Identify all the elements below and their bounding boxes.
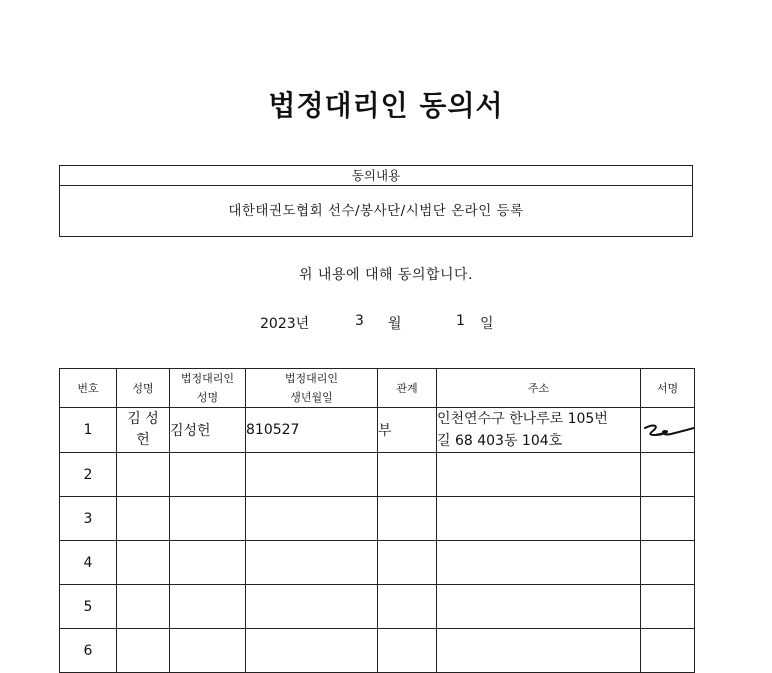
date-day: 1 <box>456 313 465 329</box>
consent-body: 대한태권도협회 선수/봉사단/시범단 온라인 등록 <box>228 203 524 219</box>
cell-name <box>117 497 170 541</box>
cell-name <box>117 629 170 673</box>
cell-signature <box>641 629 695 673</box>
header-guardian-name: 법정대리인 성명 <box>170 369 246 408</box>
cell-relation <box>378 629 437 673</box>
cell-name <box>117 541 170 585</box>
table-header-row <box>60 369 695 408</box>
header-relation: 관계 <box>378 369 437 408</box>
date-month-unit: 월 <box>388 316 402 332</box>
consent-header: 동의내용 <box>60 166 692 186</box>
table-row <box>60 453 695 497</box>
cell-guardian-birth: 810527 <box>246 408 378 453</box>
header-no: 번호 <box>60 369 117 408</box>
cell-address <box>437 497 641 541</box>
cell-relation <box>378 585 437 629</box>
header-signature: 서명 <box>641 369 695 408</box>
cell-guardian-name <box>170 497 246 541</box>
cell-signature <box>641 541 695 585</box>
header-address: 주소 <box>437 369 641 408</box>
consent-box <box>59 165 693 237</box>
cell-address <box>437 453 641 497</box>
cell-guardian-name <box>170 453 246 497</box>
date-day-unit: 일 <box>480 316 494 332</box>
cell-relation <box>378 497 437 541</box>
cell-no: 6 <box>60 629 117 673</box>
cell-address <box>437 541 641 585</box>
table-row <box>60 585 695 629</box>
table-row <box>60 629 695 673</box>
cell-address: 인천연수구 한나루로 105번 길 68 403동 104호 <box>437 408 641 453</box>
header-name: 성명 <box>117 369 170 408</box>
cell-signature <box>641 408 695 453</box>
cell-guardian-birth <box>246 585 378 629</box>
agreement-statement: 위 내용에 대해 동의합니다. <box>298 267 474 283</box>
cell-signature <box>641 497 695 541</box>
header-guardian-birth: 법정대리인 생년월일 <box>246 369 378 408</box>
cell-address <box>437 585 641 629</box>
cell-relation: 부 <box>378 408 437 453</box>
date-year: 2023년 <box>260 316 310 332</box>
cell-no: 5 <box>60 585 117 629</box>
cell-name <box>117 585 170 629</box>
cell-no: 4 <box>60 541 117 585</box>
cell-guardian-birth <box>246 497 378 541</box>
cell-no: 1 <box>60 408 117 453</box>
cell-guardian-name <box>170 585 246 629</box>
cell-relation <box>378 453 437 497</box>
table-row <box>60 497 695 541</box>
cell-guardian-name <box>170 541 246 585</box>
guardian-table <box>59 368 695 673</box>
cell-no: 2 <box>60 453 117 497</box>
cell-guardian-birth <box>246 453 378 497</box>
date-month: 3 <box>355 313 364 329</box>
cell-guardian-name: 김성헌 <box>170 408 246 453</box>
cell-name: 김 성 헌 <box>117 408 170 453</box>
cell-address <box>437 629 641 673</box>
cell-relation <box>378 541 437 585</box>
cell-guardian-birth <box>246 541 378 585</box>
cell-signature <box>641 453 695 497</box>
document-title: 법정대리인 동의서 <box>268 89 504 122</box>
cell-guardian-birth <box>246 629 378 673</box>
cell-no: 3 <box>60 497 117 541</box>
table-row <box>60 408 695 453</box>
cell-guardian-name <box>170 629 246 673</box>
signature-mark <box>641 415 694 445</box>
table-row <box>60 541 695 585</box>
cell-name <box>117 453 170 497</box>
cell-signature <box>641 585 695 629</box>
